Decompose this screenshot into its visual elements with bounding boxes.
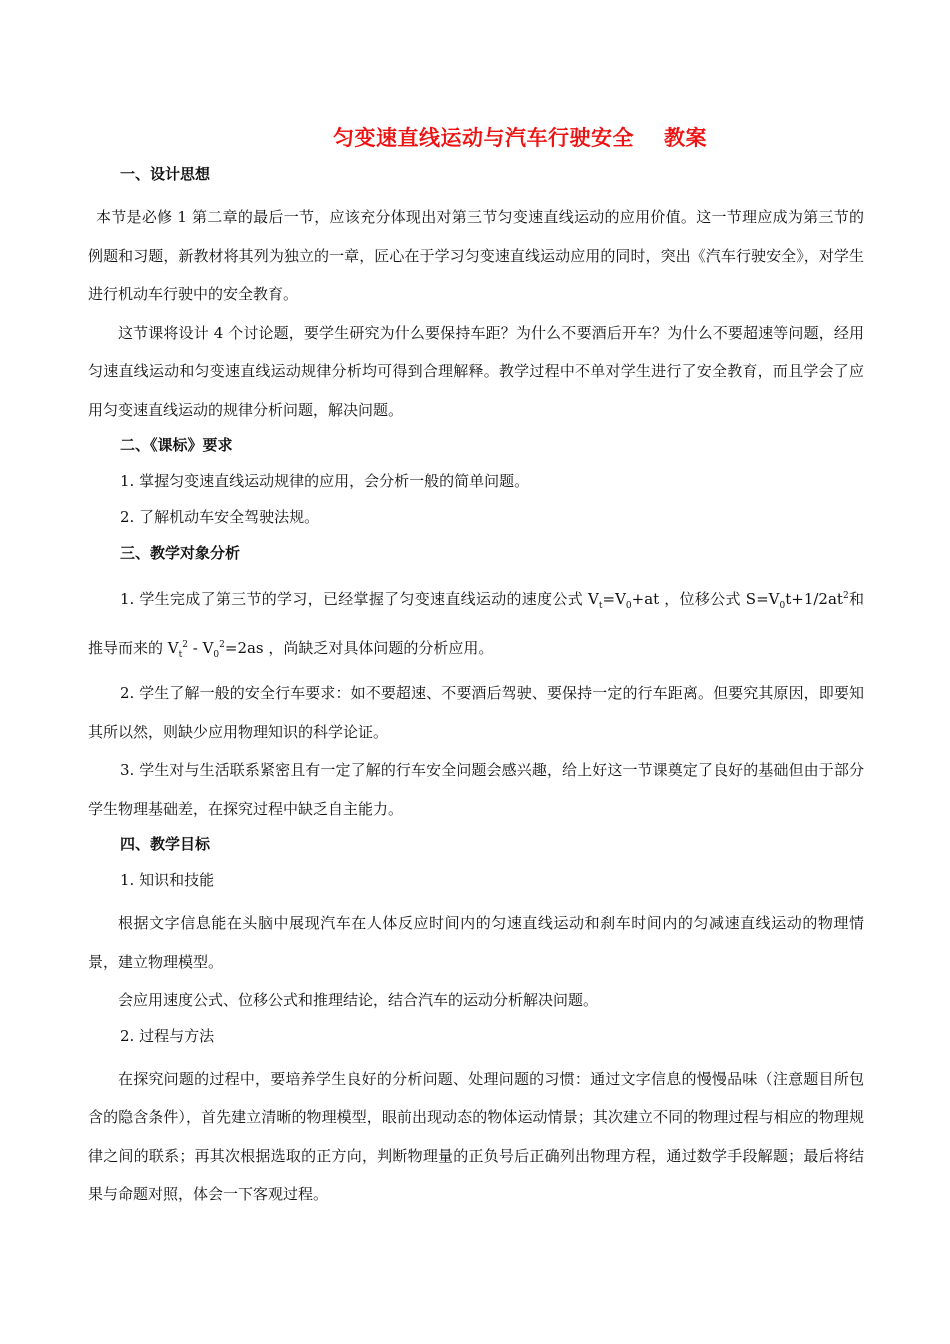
- section-heading-design: 一、设计思想: [120, 165, 211, 183]
- students-item-3: 3. 学生对与生活联系紧密且有一定了解的行车安全问题会感兴趣，给上好这一节课奠定了良好的基础但由于部分学生物理基础差，在探究过程中缺乏自主能力。: [88, 761, 864, 818]
- section-heading-standards: 二、《课标》要求: [120, 436, 233, 454]
- goals-subheading-knowledge: 1. 知识和技能: [120, 871, 215, 889]
- document-body: [88, 162, 864, 1214]
- paragraph-design-2: 这节课将设计 4 个讨论题，要学生研究为什么要保持车距？为什么不要酒后开车？为什么不要超速等问题，经用匀速直线运动和匀变速直线运动规律分析均可得到合理解释。教学过程中不单对学生进行了安全教育，而且学会了应用匀变速直线运动的规律分析问题，解决问题。: [88, 323, 864, 419]
- paragraph-design-1: 本节是必修 1 第二章的最后一节，应该充分体现出对第三节匀变速直线运动的应用价值。这一节理应成为第三节的例题和习题，新教材将其列为独立的一章，匠心在于学习匀变速直线运动应用的同时，突出《汽车行驶安全》，对学生进行机动车行驶中的安全教育。: [88, 208, 864, 303]
- goals-subheading-process: 2. 过程与方法: [120, 1026, 215, 1045]
- students-item-1: 1. 学生完成了第三节的学习，已经掌握了匀变速直线运动的速度公式 $V_t=V_0+at$ ，位移公式 $S=V_0t+1/2at^2$和推导而来的 $V_t^2 - V_0^2=2as$ ，尚缺乏对具体问题的分析应用。: [88, 590, 864, 660]
- goals-paragraph-3: 在探究问题的过程中，要培养学生良好的分析问题、处理问题的习惯：通过文字信息的慢慢品味（注意题目所包含的隐含条件），首先建立清晰的物理模型，眼前出现动态的物体运动情景；其次建立不同的物理过程与相应的物理规律之间的联系；再其次根据选取的正方向，判断物理量的正负号后正确列出物理方程，通过数学手段解题；最后将结果与命题对照，体会一下客观过程。: [88, 1069, 864, 1203]
- title-main: 匀变速直线运动与汽车行驶安全: [333, 125, 634, 150]
- goals-paragraph-1: 根据文字信息能在头脑中展现汽车在人体反应时间内的匀速直线运动和刹车时间内的匀减速直线运动的物理情景，建立物理模型。: [88, 914, 864, 971]
- document-title: [0, 122, 950, 152]
- students-item-2: 2. 学生了解一般的安全行车要求：如不要超速、不要酒后驾驶、要保持一定的行车距离。但要究其原因，即要知其所以然，则缺少应用物理知识的科学论证。: [88, 684, 864, 741]
- goals-paragraph-2: 会应用速度公式、位移公式和推理结论，结合汽车的运动分析解决问题。: [118, 991, 599, 1009]
- title-suffix: 教案: [664, 125, 707, 150]
- section-heading-students: 三、教学对象分析: [120, 544, 241, 562]
- section-heading-goals: 四、教学目标: [120, 835, 211, 853]
- standards-item-2: 2. 了解机动车安全驾驶法规。: [120, 508, 320, 526]
- standards-item-1: 1. 掌握匀变速直线运动规律的应用，会分析一般的简单问题。: [120, 472, 530, 490]
